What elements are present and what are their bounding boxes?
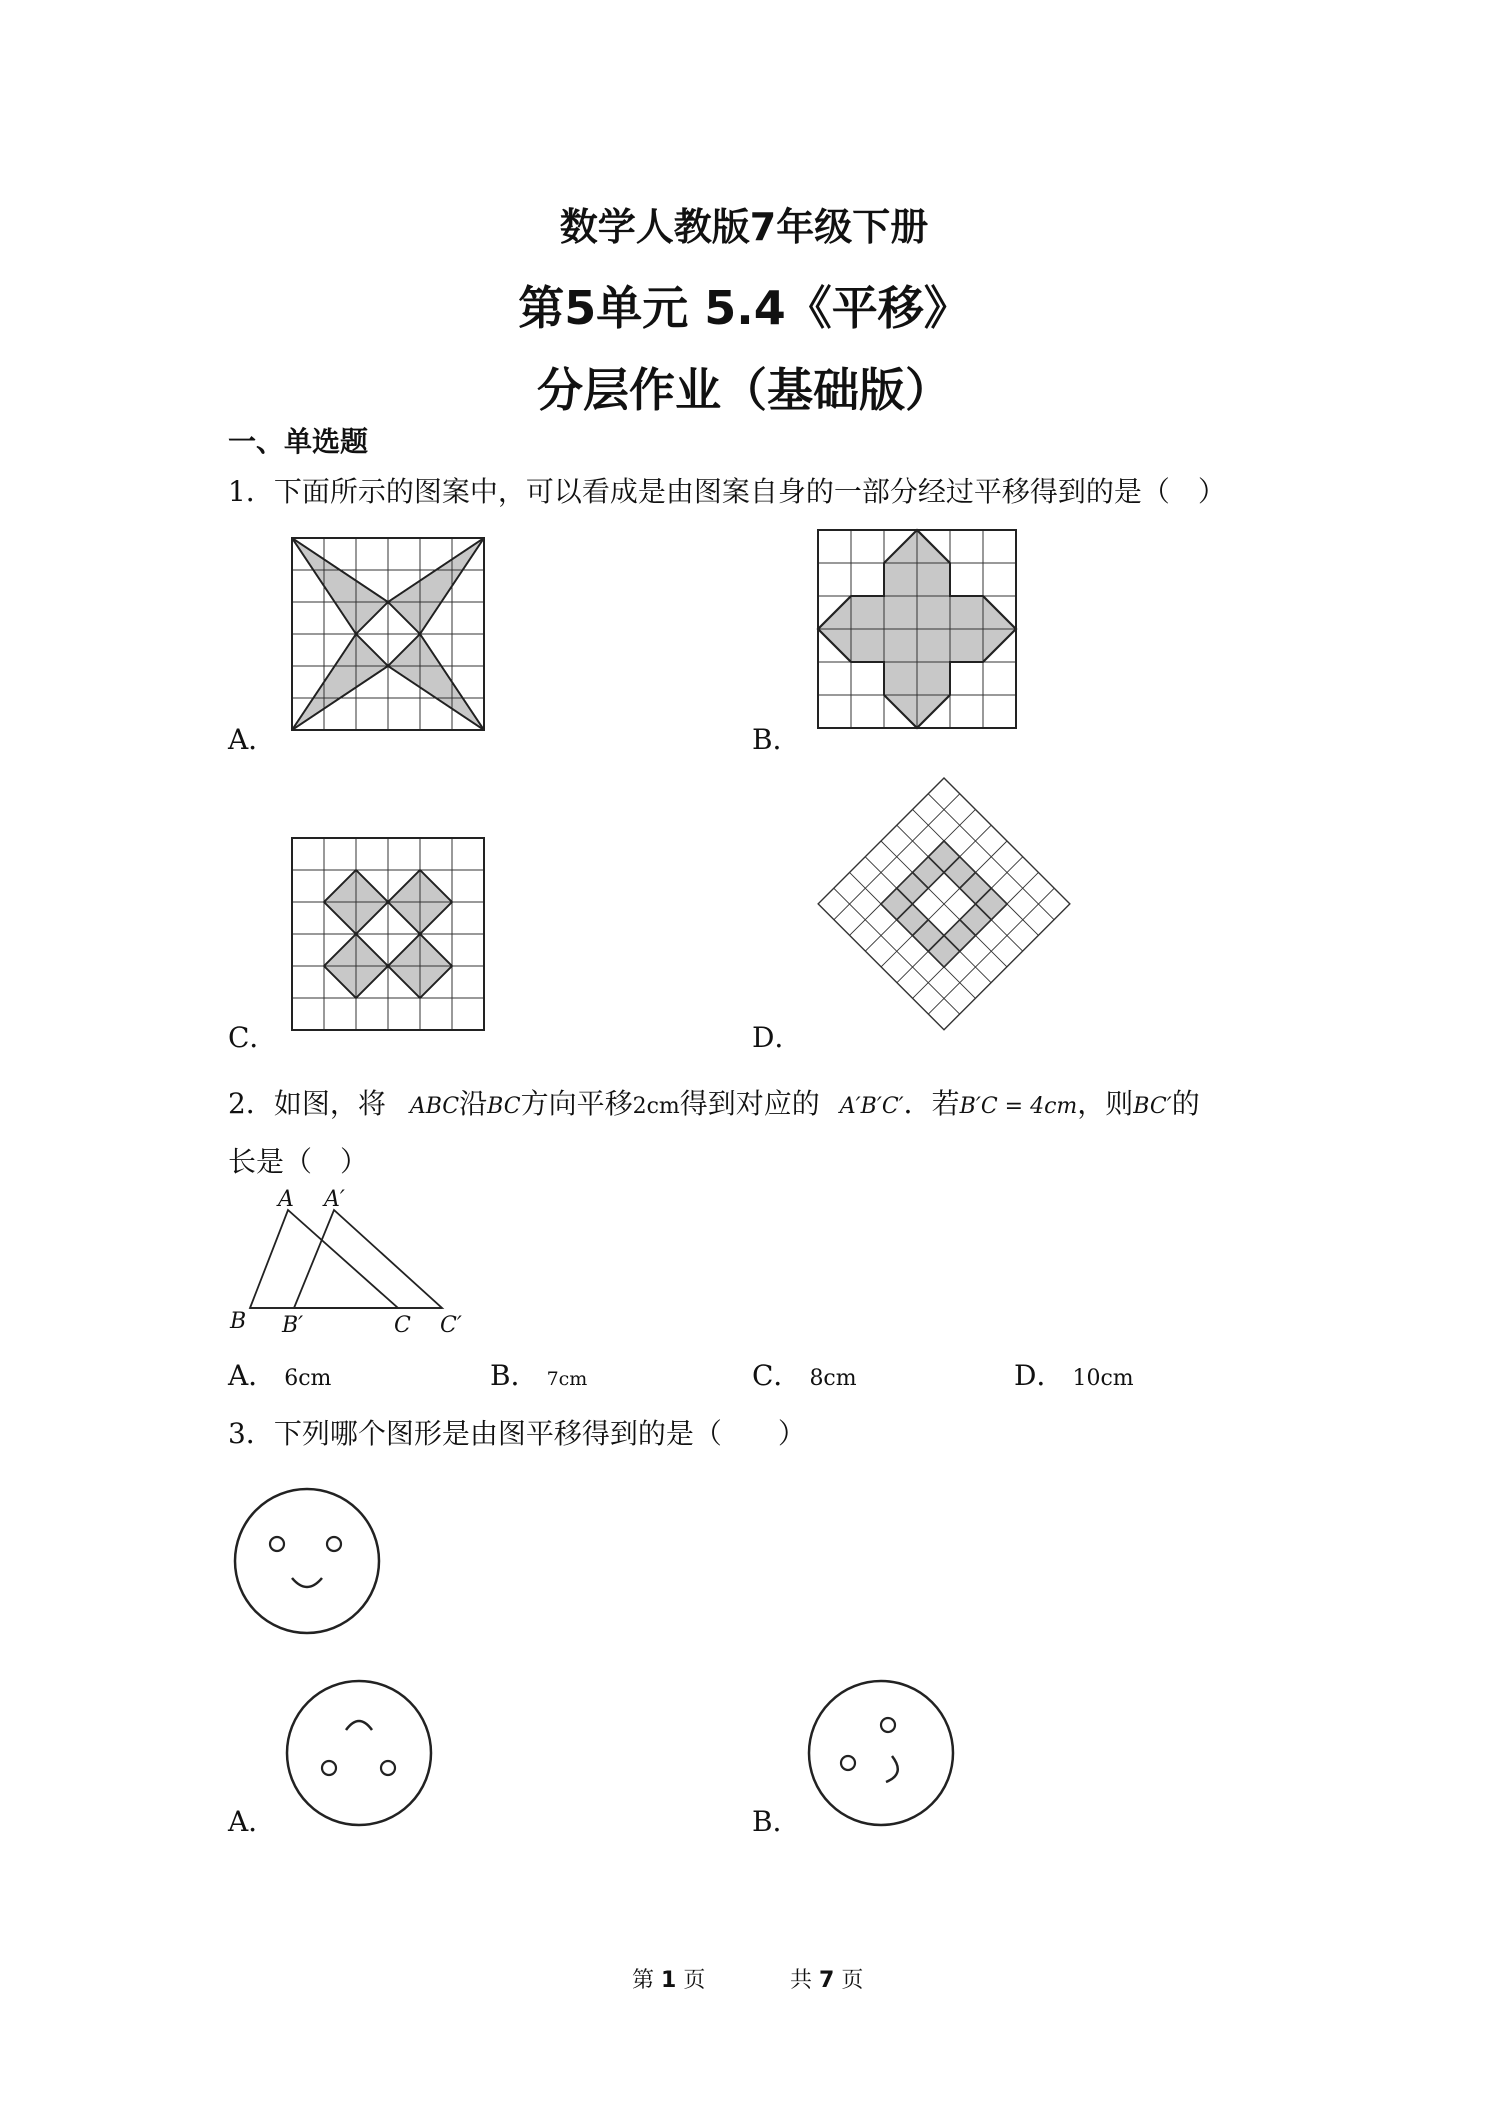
q2-option-b — [490, 1354, 587, 1394]
q2-triangle-abc: ABC — [409, 1094, 460, 1119]
q3-source-face — [232, 1486, 382, 1636]
q2-get: 得到对应的 — [679, 1087, 820, 1120]
q2-label-b-prime: B′ — [282, 1313, 304, 1338]
q2-along: 沿 — [459, 1087, 488, 1120]
q2-triangle-abc-prime: A′B′C′ — [839, 1094, 904, 1119]
q2-text-line2: 长是（ ） — [228, 1145, 369, 1178]
q1-figure-d — [818, 778, 1070, 1030]
q2-segment-bc-prime: BC′ — [1133, 1094, 1172, 1119]
total-prefix: 共 — [790, 1968, 813, 1993]
q3-option-a-face — [284, 1678, 434, 1828]
q2-option-a-label: A． — [228, 1359, 277, 1392]
q2-cond-prefix: ．若 — [903, 1087, 960, 1120]
q2-distance: 2cm — [632, 1094, 680, 1119]
doc-title-line1: 数学人教版7年级下册 — [559, 205, 929, 249]
total-num: 7 — [819, 1968, 835, 1993]
q2-of: 的 — [1171, 1087, 1200, 1120]
q2-label-c-prime: C′ — [440, 1313, 462, 1338]
q2-option-a-value: 6cm — [284, 1366, 332, 1391]
q2-option-b-value: 7cm — [546, 1368, 588, 1390]
q1-figure-b — [818, 530, 1016, 728]
q2-option-d-label: D． — [1014, 1359, 1065, 1392]
q3-option-a-label: A． — [228, 1805, 277, 1838]
doc-title-line3: 分层作业（基础版） — [537, 363, 951, 417]
q1-option-c-label: C． — [228, 1021, 278, 1054]
q3-option-b-label: B． — [752, 1805, 801, 1838]
total-suffix: 页 — [841, 1968, 864, 1993]
q2-prefix: 2．如图，将 — [228, 1087, 386, 1120]
q2-option-c-value: 8cm — [809, 1366, 857, 1391]
q2-triangle-figure — [226, 1188, 476, 1338]
doc-title-line2: 第5单元 5.4《平移》 — [518, 281, 970, 335]
page-total — [790, 1963, 863, 1994]
q2-option-d-value: 10cm — [1072, 1366, 1134, 1391]
q3-text: 3．下列哪个图形是由图平移得到的是（ ） — [228, 1417, 806, 1450]
q2-label-c: C — [394, 1313, 411, 1338]
q2-then: ，则 — [1077, 1087, 1134, 1120]
q2-option-d — [1014, 1354, 1134, 1394]
section-title: 一、单选题 — [228, 425, 369, 458]
left-eye-icon — [270, 1537, 284, 1551]
q2-label-a-prime: A′ — [324, 1187, 345, 1212]
q2-label-b: B — [230, 1309, 247, 1334]
mouth-icon — [292, 1578, 322, 1587]
q2-option-b-label: B． — [490, 1359, 539, 1392]
q1-figure-a — [292, 538, 484, 730]
right-eye-icon — [327, 1537, 341, 1551]
q2-option-a — [228, 1354, 331, 1394]
q3-option-b-face — [806, 1678, 956, 1828]
q1-option-d-label: D． — [752, 1021, 803, 1054]
q1-figure-c — [292, 838, 484, 1030]
q1-option-b-label: B． — [752, 723, 801, 756]
page-num: 1 — [661, 1968, 677, 1993]
q2-label-a: A — [278, 1187, 294, 1212]
page-prefix: 第 — [632, 1968, 655, 1993]
q2-segment-bc: BC — [487, 1094, 521, 1119]
q2-condition: B′C = 4cm — [959, 1094, 1078, 1119]
page-suffix: 页 — [683, 1968, 706, 1993]
q2-option-c — [752, 1354, 857, 1394]
q2-direction: 方向平移 — [520, 1087, 633, 1120]
q1-option-a-label: A． — [228, 723, 277, 756]
q2-option-c-label: C． — [752, 1359, 802, 1392]
q2-text-line1 — [228, 1082, 1200, 1122]
page-number — [632, 1963, 705, 1994]
q1-text: 1．下面所示的图案中，可以看成是由图案自身的一部分经过平移得到的是（ ） — [228, 475, 1226, 508]
